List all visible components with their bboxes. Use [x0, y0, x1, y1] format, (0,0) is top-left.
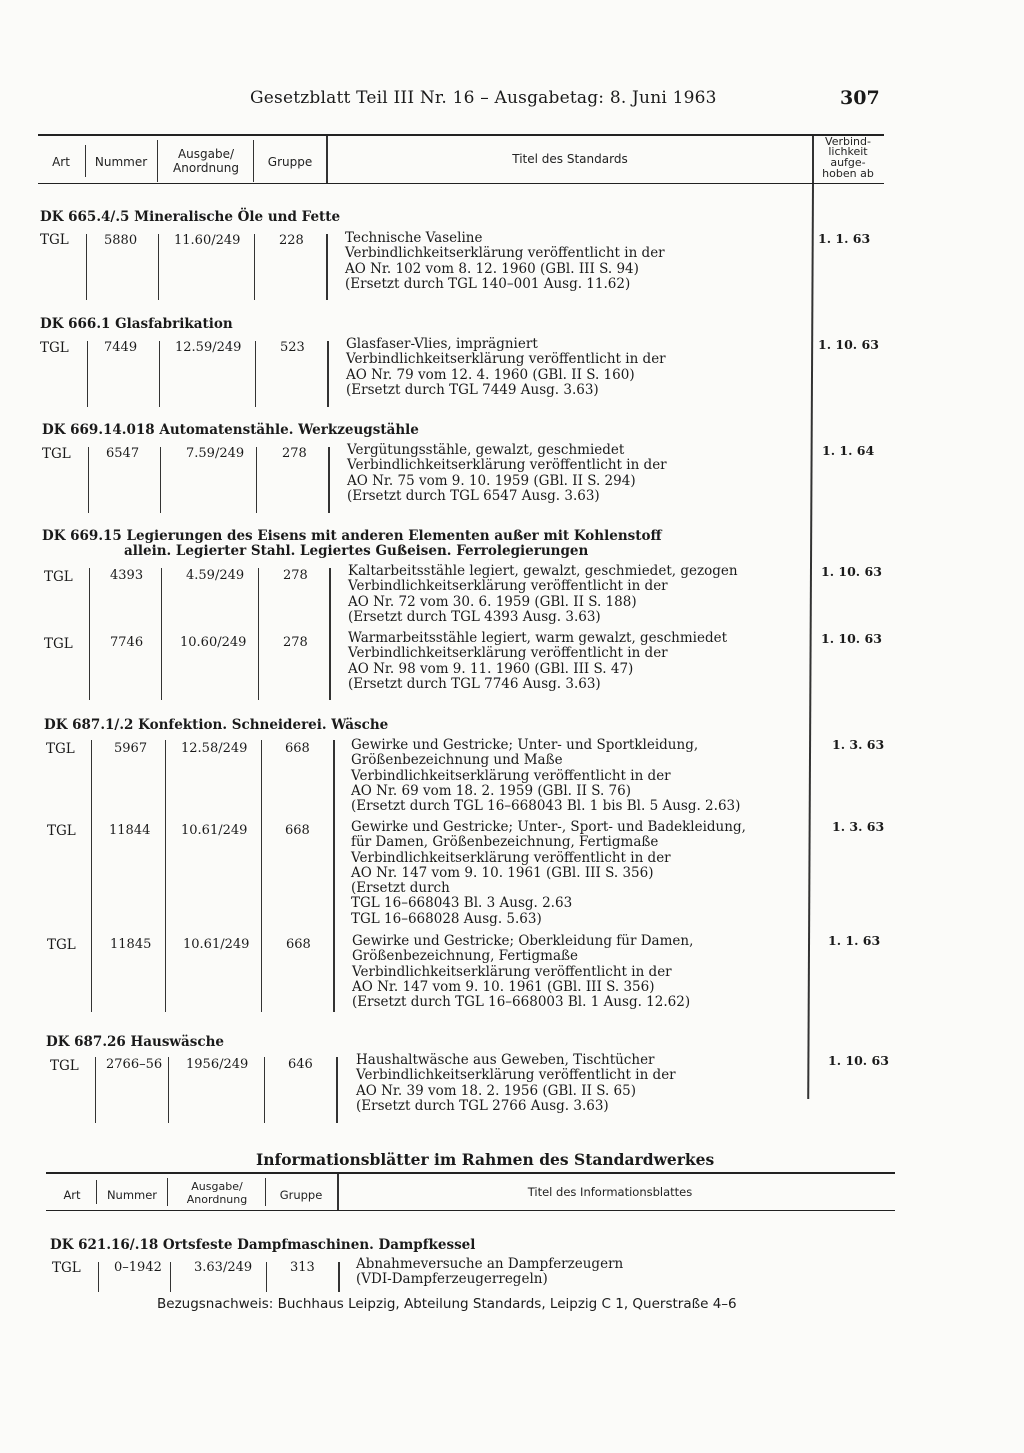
row-nummer: 7746	[110, 635, 144, 650]
info-col-header-ausgabe-line1: Ausgabe/	[191, 1180, 243, 1193]
section-title: DK 687.26 Hauswäsche	[46, 1034, 225, 1050]
col-header-verb-line3: aufge-	[830, 156, 866, 169]
info-section-title: DK 621.16/.18 Ortsfeste Dampfmaschinen. Dampfkessel	[50, 1237, 476, 1253]
row-art: TGL	[42, 446, 71, 462]
row-gruppe: 668	[285, 823, 310, 838]
titel-line: Verbindlichkeitserklärung veröffentlicht in der	[346, 351, 666, 368]
titel-line: TGL 16–668043 Bl. 3 Ausg. 2.63	[351, 895, 573, 912]
info-row-art: TGL	[52, 1260, 81, 1276]
row-datum: 1. 1. 63	[828, 933, 881, 948]
row-art: TGL	[44, 569, 73, 585]
titel-line: Verbindlichkeitserklärung veröffentlicht in der	[345, 245, 665, 262]
header-separator	[253, 140, 254, 182]
titel-line: Gewirke und Gestricke; Unter- und Sportkleidung,	[351, 737, 699, 753]
section-title: DK 666.1 Glasfabrikation	[40, 316, 233, 332]
info-col-header-titel: Titel des Informationsblattes	[527, 1185, 693, 1199]
col-header-ausgabe-line2: Anordnung	[173, 161, 239, 175]
titel-line: Vergütungsstähle, gewalzt, geschmiedet	[347, 442, 625, 458]
table-top-rule	[38, 134, 884, 136]
row-nummer: 11844	[109, 823, 151, 838]
row-ausgabe: 10.60/249	[180, 635, 247, 650]
row-gruppe: 523	[280, 340, 305, 355]
row-separator	[333, 740, 335, 1012]
row-nummer: 11845	[110, 937, 152, 952]
titel-line: (Ersetzt durch TGL 4393 Ausg. 3.63)	[348, 608, 601, 625]
row-separator	[336, 1057, 338, 1123]
titel-line: (Ersetzt durch TGL 2766 Ausg. 3.63)	[356, 1097, 609, 1114]
row-titel	[346, 337, 666, 398]
row-titel	[351, 820, 746, 927]
titel-line: Verbindlichkeitserklärung veröffentlicht in der	[352, 963, 672, 980]
header-separator	[157, 140, 158, 182]
col-header-nummer: Nummer	[94, 155, 148, 169]
titel-line: Verbindlichkeitserklärung veröffentlicht in der	[347, 457, 667, 474]
titel-line: Verbindlichkeitserklärung veröffentlicht in der	[351, 767, 671, 784]
titel-line: AO Nr. 79 vom 12. 4. 1960 (GBl. II S. 160)	[346, 366, 635, 383]
info-table-top-rule	[46, 1172, 895, 1174]
titel-line: Haushaltwäsche aus Geweben, Tischtücher	[356, 1052, 655, 1068]
titel-line: Verbindlichkeitserklärung veröffentlicht in der	[356, 1067, 676, 1084]
row-gruppe: 646	[288, 1057, 313, 1072]
row-art: TGL	[50, 1058, 79, 1074]
row-titel	[352, 934, 693, 1010]
col-header-verb-line2: lichkeit	[828, 145, 868, 158]
titel-line: (Ersetzt durch	[351, 880, 450, 897]
col-header-ausgabe-line1: Ausgabe/	[177, 147, 235, 161]
titel-line: AO Nr. 147 vom 9. 10. 1961 (GBl. III S. 356)	[352, 978, 655, 995]
titel-line: AO Nr. 72 vom 30. 6. 1959 (GBl. II S. 188)	[348, 593, 637, 610]
titel-line: Warmarbeitsstähle legiert, warm gewalzt, geschmiedet	[348, 630, 728, 646]
info-row-titel	[356, 1257, 623, 1288]
titel-line: Größenbezeichnung und Maße	[351, 752, 563, 769]
row-separator	[328, 447, 330, 513]
row-ausgabe: 10.61/249	[181, 823, 248, 838]
row-separator	[254, 234, 255, 300]
titel-line: (Ersetzt durch TGL 16–668003 Bl. 1 Ausg. 12.62)	[352, 994, 691, 1011]
row-art: TGL	[40, 340, 69, 356]
titel-line: (Ersetzt durch TGL 7746 Ausg. 3.63)	[348, 675, 601, 692]
info-col-header-nummer: Nummer	[106, 1188, 158, 1202]
titel-line: für Damen, Größenbezeichnung, Fertigmaße	[351, 834, 659, 851]
header-separator	[337, 1174, 339, 1210]
titel-line: Größenbezeichnung, Fertigmaße	[352, 948, 578, 965]
header-separator	[812, 136, 814, 183]
info-heading: Informationsblätter im Rahmen des Standardwerkes	[256, 1150, 715, 1169]
titel-line: Verbindlichkeitserklärung veröffentlicht in der	[348, 578, 668, 595]
row-separator	[258, 568, 259, 700]
row-nummer: 2766–56	[106, 1057, 163, 1072]
page-number: 307	[840, 87, 880, 109]
section-title: DK 687.1/.2 Konfektion. Schneiderei. Wäsche	[44, 717, 389, 733]
row-separator	[158, 234, 159, 300]
col-header-verb-line4: hoben ab	[822, 167, 874, 180]
row-nummer: 7449	[104, 340, 138, 355]
row-ausgabe: 12.59/249	[175, 340, 242, 355]
row-titel	[347, 443, 667, 504]
col-header-gruppe: Gruppe	[267, 155, 313, 169]
titel-line: AO Nr. 102 vom 8. 12. 1960 (GBl. III S. 94)	[345, 260, 639, 277]
titel-line: AO Nr. 39 vom 18. 2. 1956 (GBl. II S. 65)	[356, 1082, 636, 1099]
col-header-verb-line1: Verbind-	[825, 135, 871, 148]
row-datum: 1. 10. 63	[821, 631, 882, 646]
row-datum: 1. 1. 64	[822, 443, 875, 458]
titel-line: AO Nr. 75 vom 9. 10. 1959 (GBl. II S. 294)	[347, 472, 636, 489]
row-ausgabe: 11.60/249	[174, 233, 241, 248]
col-header-titel: Titel des Standards	[512, 152, 628, 166]
row-separator	[256, 447, 257, 513]
row-titel	[356, 1053, 676, 1114]
titel-line: Gewirke und Gestricke; Oberkleidung für Damen,	[352, 933, 694, 949]
titel-line: (Ersetzt durch TGL 6547 Ausg. 3.63)	[347, 487, 600, 504]
titel-line: Technische Vaseline	[345, 230, 483, 246]
row-datum: 1. 3. 63	[832, 819, 885, 834]
header-separator	[85, 145, 86, 177]
row-datum: 1. 3. 63	[832, 737, 885, 752]
row-nummer: 4393	[110, 568, 144, 583]
row-nummer: 5967	[114, 741, 148, 756]
row-ausgabe: 12.58/249	[181, 741, 248, 756]
row-separator	[264, 1057, 265, 1123]
section-title: DK 665.4/.5 Mineralische Öle und Fette	[40, 209, 341, 225]
row-art: TGL	[40, 232, 69, 248]
row-separator	[170, 1262, 171, 1292]
row-datum: 1. 10. 63	[818, 337, 879, 352]
row-datum: 1. 10. 63	[828, 1053, 889, 1068]
row-separator	[266, 1262, 267, 1292]
titel-line: Verbindlichkeitserklärung veröffentlicht in der	[351, 849, 671, 866]
table-header-bottom-rule	[38, 183, 884, 184]
header-separator	[96, 1180, 97, 1204]
row-gruppe: 278	[283, 568, 308, 583]
footer-bezugsnachweis: Bezugsnachweis: Buchhaus Leipzig, Abteilung Standards, Leipzig C 1, Querstraße 4–6	[157, 1296, 737, 1312]
header-separator	[265, 1178, 266, 1206]
info-col-header-gruppe: Gruppe	[279, 1188, 323, 1202]
titel-line: (Ersetzt durch TGL 7449 Ausg. 3.63)	[346, 381, 599, 398]
row-separator	[168, 1057, 169, 1123]
row-titel	[348, 631, 727, 692]
titel-line: (VDI-Dampferzeugerregeln)	[356, 1271, 548, 1288]
row-art: TGL	[46, 741, 75, 757]
row-gruppe: 668	[285, 741, 310, 756]
titel-line: Glasfaser-Vlies, imprägniert	[346, 336, 538, 352]
titel-line: AO Nr. 98 vom 9. 11. 1960 (GBl. III S. 47)	[348, 660, 634, 677]
row-art: TGL	[44, 636, 73, 652]
info-col-header-ausgabe-line2: Anordnung	[186, 1193, 248, 1206]
row-titel	[345, 231, 665, 292]
row-separator	[326, 234, 328, 300]
row-titel	[348, 564, 738, 625]
titel-line: (Ersetzt durch TGL 140–001 Ausg. 11.62)	[345, 275, 631, 292]
row-separator	[255, 341, 256, 407]
section-title: DK 669.15 Legierungen des Eisens mit anderen Elementen außer mit Kohlenstoff	[42, 528, 662, 544]
page-header-title: Gesetzblatt Teil III Nr. 16 – Ausgabetag: 8. Juni 1963	[250, 88, 717, 108]
header-separator	[326, 136, 328, 183]
row-gruppe: 278	[283, 635, 308, 650]
row-gruppe: 278	[282, 446, 307, 461]
row-ausgabe: 10.61/249	[183, 937, 250, 952]
row-separator	[87, 341, 88, 407]
table-right-rule	[807, 184, 814, 1099]
row-separator	[91, 740, 92, 1012]
row-titel	[351, 738, 740, 814]
row-separator	[86, 234, 87, 300]
row-nummer: 5880	[104, 233, 138, 248]
titel-line: Abnahmeversuche an Dampferzeugern	[356, 1256, 624, 1272]
row-ausgabe: 1956/249	[186, 1057, 249, 1072]
row-separator	[95, 1057, 96, 1123]
row-ausgabe: 4.59/249	[186, 568, 245, 583]
col-header-art: Art	[52, 155, 70, 169]
row-separator	[329, 568, 331, 700]
info-row-ausgabe: 3.63/249	[194, 1260, 253, 1275]
row-separator	[338, 1262, 340, 1292]
row-gruppe: 668	[286, 937, 311, 952]
titel-line: Kaltarbeitsstähle legiert, gewalzt, geschmiedet, gezogen	[348, 563, 738, 579]
row-separator	[89, 568, 90, 700]
row-art: TGL	[47, 937, 76, 953]
row-separator	[165, 740, 166, 1012]
titel-line: AO Nr. 69 vom 18. 2. 1959 (GBl. II S. 76)	[351, 782, 631, 799]
titel-line: (Ersetzt durch TGL 16–668043 Bl. 1 bis Bl. 5 Ausg. 2.63)	[351, 798, 741, 815]
info-row-gruppe: 313	[290, 1260, 315, 1275]
section-title-continued: allein. Legierter Stahl. Legiertes Gußeisen. Ferrolegierungen	[124, 543, 589, 559]
row-art: TGL	[47, 823, 76, 839]
titel-line: Gewirke und Gestricke; Unter-, Sport- und Badekleidung,	[351, 819, 746, 835]
info-row-nummer: 0–1942	[114, 1260, 162, 1275]
row-datum: 1. 10. 63	[821, 564, 882, 579]
info-col-header-art: Art	[63, 1188, 81, 1202]
row-separator	[159, 341, 160, 407]
header-separator	[167, 1178, 168, 1206]
info-table-header-bottom-rule	[46, 1210, 895, 1211]
row-separator	[161, 568, 162, 700]
row-separator	[88, 447, 89, 513]
row-separator	[160, 447, 161, 513]
row-nummer: 6547	[106, 446, 140, 461]
titel-line: AO Nr. 147 vom 9. 10. 1961 (GBl. III S. 356)	[351, 864, 654, 881]
row-separator	[327, 341, 329, 407]
row-datum: 1. 1. 63	[818, 231, 871, 246]
titel-line: TGL 16–668028 Ausg. 5.63)	[351, 910, 542, 927]
row-separator	[98, 1262, 99, 1292]
section-title: DK 669.14.018 Automatenstähle. Werkzeugstähle	[42, 422, 419, 438]
row-separator	[261, 740, 262, 1012]
row-ausgabe: 7.59/249	[186, 446, 245, 461]
titel-line: Verbindlichkeitserklärung veröffentlicht in der	[348, 645, 668, 662]
row-gruppe: 228	[279, 233, 304, 248]
